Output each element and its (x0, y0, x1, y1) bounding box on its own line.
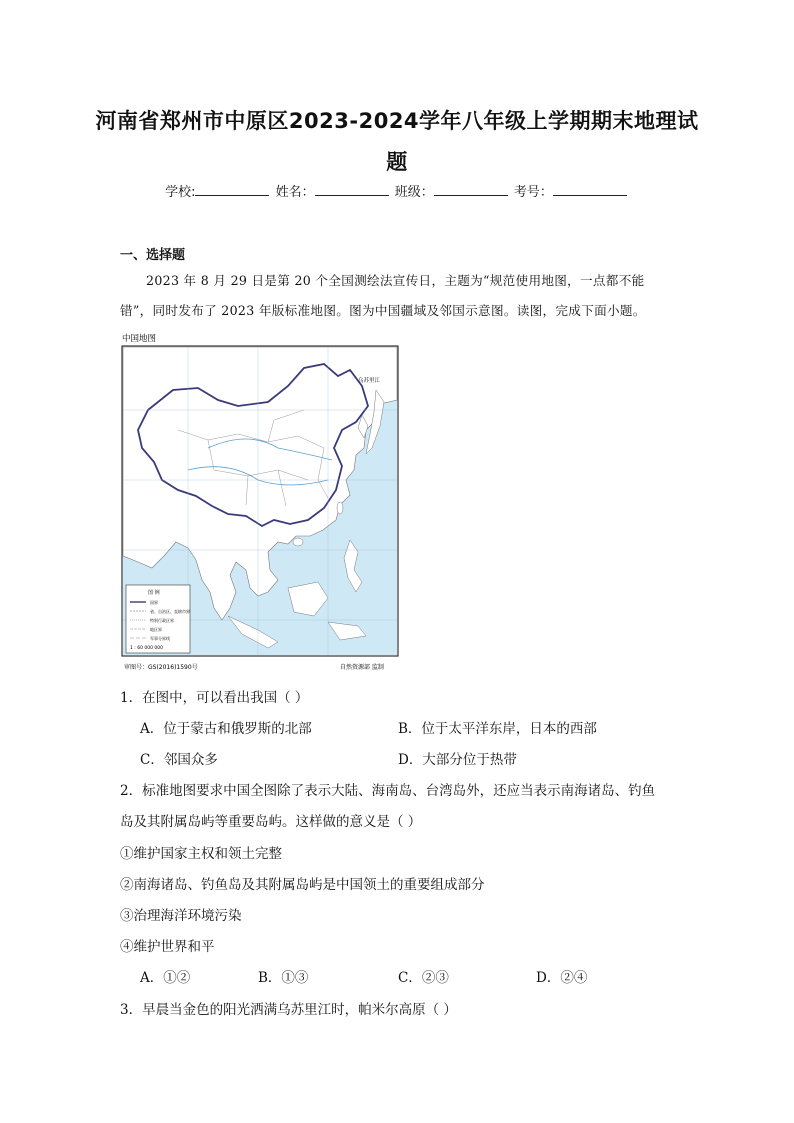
q1-option-d[interactable]: D．大部分位于热带 (398, 752, 517, 768)
q2-item-1: ①维护国家主权和领土完整 (120, 846, 282, 862)
intro-line-2: 错”，同时发布了 2023 年版标准地图。图为中国疆域及邻国示意图。读图，完成下面小题。 (120, 303, 646, 318)
q1-option-b[interactable]: B．位于太平洋东岸，日本的西部 (398, 721, 597, 737)
page-title-cont: 题 (386, 150, 408, 174)
legend-title: 图 例 (148, 590, 160, 596)
section-heading: 一、选择题 (120, 248, 186, 263)
question-1-stem: 1．在图中，可以看出我国（ ） (120, 690, 309, 706)
legend-item: 军事分界线 (150, 636, 170, 641)
name-label: 姓名： (275, 185, 315, 200)
legend-item: 特别行政区界 (150, 618, 174, 623)
legend-item: 省、自治区、直辖市界 (150, 609, 190, 614)
student-info-fields (0, 181, 794, 200)
question-3-stem: 3．早晨当金色的阳光洒满乌苏里江时，帕米尔高原（ ） (120, 1002, 457, 1018)
china-map-figure (118, 330, 402, 674)
school-label: 学校: (165, 185, 196, 200)
class-label: 班级： (394, 185, 434, 200)
q1-option-c[interactable]: C．邻国众多 (140, 752, 218, 768)
legend-item: 国界 (150, 600, 158, 605)
question-2-stem-cont: 岛及其附属岛屿等重要岛屿。这样做的意义是（ ） (120, 814, 422, 830)
page-title: 河南省郑州市中原区2023-2024学年八年级上学期期末地理试 (95, 109, 699, 133)
class-blank[interactable] (434, 183, 508, 196)
map-label-wusuli: 乌苏里江 (358, 378, 381, 384)
legend-item: 地区界 (150, 627, 162, 632)
exam-no-label: 考号： (513, 185, 553, 200)
q2-item-4: ④维护世界和平 (120, 939, 215, 955)
exam-no-blank[interactable] (553, 183, 627, 196)
q2-item-3: ③治理海洋环境污染 (120, 908, 242, 924)
map-scale: 1 : 60 000 000 (130, 646, 164, 651)
name-blank[interactable] (315, 183, 389, 196)
q2-option-a[interactable]: A．①② (140, 970, 191, 986)
q2-option-b[interactable]: B．①③ (258, 970, 309, 986)
q2-option-d[interactable]: D．②④ (536, 970, 588, 986)
map-legend (126, 585, 190, 653)
q2-item-2: ②南海诸岛、钓鱼岛及其附属岛屿是中国领土的重要组成部分 (120, 877, 485, 893)
school-blank[interactable] (195, 183, 269, 196)
q2-option-c[interactable]: C．②③ (398, 970, 449, 986)
map-publisher: 自然资源部 监制 (340, 664, 384, 671)
intro-line-1: 2023 年 8 月 29 日是第 20 个全国测绘法宣传日，主题为“规范使用地图，一点都不能 (146, 273, 645, 288)
map-title: 中国地图 (122, 334, 157, 344)
map-approval-no: 审图号：GS(2016)1590号 (124, 664, 198, 671)
q1-option-a[interactable]: A．位于蒙古和俄罗斯的北部 (140, 721, 312, 737)
question-2-stem: 2．标准地图要求中国全图除了表示大陆、海南岛、台湾岛外，还应当表示南海诸岛、钓鱼 (120, 783, 656, 799)
